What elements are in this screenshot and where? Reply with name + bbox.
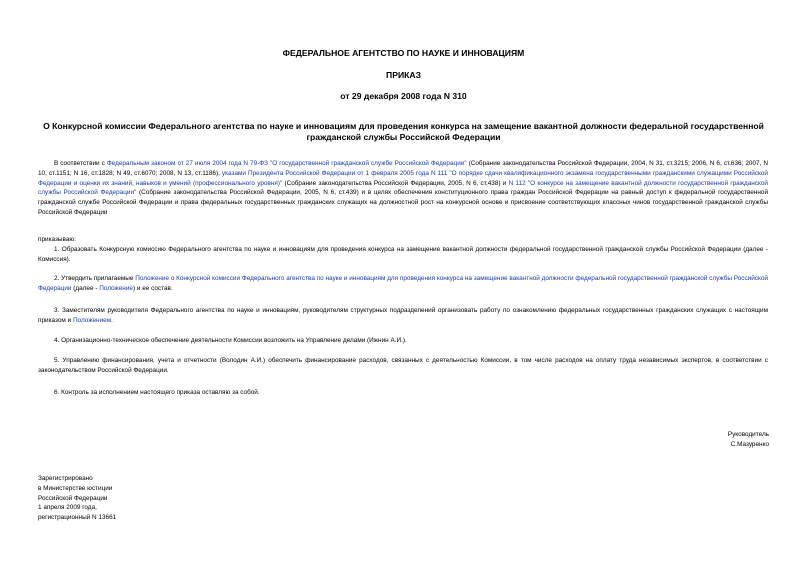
link-regulation-short[interactable]: Положение bbox=[99, 284, 133, 292]
item-4-text: 4. Организационно-техническое обеспечение деятельности Комиссии возложить на Управление делами (Ижнин А.И.). bbox=[54, 337, 407, 344]
registration-line-1: Зарегистрировано bbox=[38, 475, 93, 482]
preamble bbox=[38, 159, 768, 218]
registration-block bbox=[38, 474, 116, 523]
item-4 bbox=[38, 336, 768, 346]
item-1 bbox=[38, 245, 768, 265]
registration-line-4: 1 апреля 2009 года, bbox=[38, 504, 97, 512]
link-regulation-commission[interactable]: Положение о Конкурсной комиссии Федерального агентства по науке и инновациям для проведения конкурса на замещение вакантной должности федеральной государственной гражданской службы Российской Федерации bbox=[38, 275, 768, 292]
link-regulation-item3[interactable]: Положением bbox=[72, 316, 112, 324]
preamble-text-3: (Собрание законодательства Российской Федерации, 2005, N 6, ст.438) и bbox=[282, 179, 509, 187]
link-federal-law-79fz[interactable]: Федеральным законом от 27 июля 2004 года N 79-ФЗ "О государственной гражданской службе Российской Федерации" bbox=[106, 160, 467, 167]
item-2-text-2: (далее - bbox=[71, 284, 100, 292]
item-2-text-3: ) и ее состав. bbox=[132, 284, 173, 292]
item-5-text: 5. Управлению финансирования, учета и отчетности (Володин А.И.) обеспечить финансирование расходов, связанных с деятельностью Комиссии, в том числе расходов на оплату труда независимых экспертов, в соответствии с законодательством Российской Федерации. bbox=[38, 357, 768, 374]
link-decree-112[interactable]: N 112 "О конкурсе на замещение вакантной должности государственной гражданской службы Российской Федерации" bbox=[38, 179, 768, 197]
signature-block bbox=[728, 430, 769, 450]
item-5 bbox=[38, 356, 768, 376]
doc-type: ПРИКАЗ bbox=[386, 70, 421, 80]
registration-line-2: в Министерстве юстиции bbox=[38, 484, 113, 492]
signatory-name: С.Мазуренко bbox=[730, 440, 769, 448]
agency-name: ФЕДЕРАЛЬНОЕ АГЕНТСТВО ПО НАУКЕ И ИННОВАЦИЯМ bbox=[282, 48, 525, 58]
item-2-text-1: 2. Утвердить прилагаемые bbox=[54, 275, 136, 282]
order-word-text: приказываю: bbox=[38, 236, 76, 243]
item-6 bbox=[38, 388, 768, 398]
registration-line-3: Российской Федерации bbox=[38, 494, 108, 502]
order-word bbox=[38, 235, 768, 245]
doc-title: О Конкурсной комиссии Федерального агентства по науке и инновациям для проведения конкурса на замещение вакантной должности федеральной государственной гражданской службы Российской Федерации bbox=[43, 121, 764, 142]
registration-line-5: регистрационный N 13661 bbox=[38, 514, 117, 522]
item-2 bbox=[38, 274, 768, 294]
preamble-text-1: В соответствии с bbox=[54, 160, 107, 167]
item-3-text-1: 3. Заместителям руководителя Федерального агентства по науке и инновациям, руководителям структурных подразделений организовать работу по ознакомлению федеральных государственных гражданских служащих с настоящим приказом и bbox=[38, 307, 768, 324]
item-3 bbox=[38, 306, 768, 326]
item-3-text-2: . bbox=[111, 316, 113, 324]
item-1-text: 1. Образовать Конкурсную комиссию Федерального агентства по науке и инновациям для проведения конкурса на замещение вакантной должности федеральной государственной гражданской службы Российской Федерации (далее - Комиссия). bbox=[38, 246, 768, 263]
preamble-text-4: (Собрание законодательства Российской Федерации, 2005, N 6, ст.439) и в целях обеспечения конституционного права граждан Российской Федерации на равный доступ к федеральной государственной гражданской службе Российской Федерации и права федеральных государственных гражданских служащих на должностной рост на конкурсной основе и присвоение соответствующих классных чинов государственной гражданской службы Российской Федерации bbox=[38, 189, 769, 216]
item-6-text: 6. Контроль за исполнением настоящего приказа оставляю за собой. bbox=[54, 389, 260, 396]
preamble-text-2: (Собрание законодательства Российской Федерации, 2004, N 31, ст.3215; 2006, N 6, ст.636; 2007, N 10, ст.1151; N 16, ст.1828; N 49, ст.6070; 2008, N 13, ст.1186), bbox=[38, 160, 768, 177]
link-decree-111[interactable]: указами Президента Российской Федерации от 1 февраля 2005 года N 111 "О порядке сдачи квалификационного экзамена государственными гражданскими служащими Российской Федерации и оценки их знаний, навыков и умений (профессионального уровня)" bbox=[38, 169, 768, 187]
signatory-position: Руководитель bbox=[727, 431, 769, 438]
doc-date-number: от 29 декабря 2008 года N 310 bbox=[340, 91, 467, 101]
